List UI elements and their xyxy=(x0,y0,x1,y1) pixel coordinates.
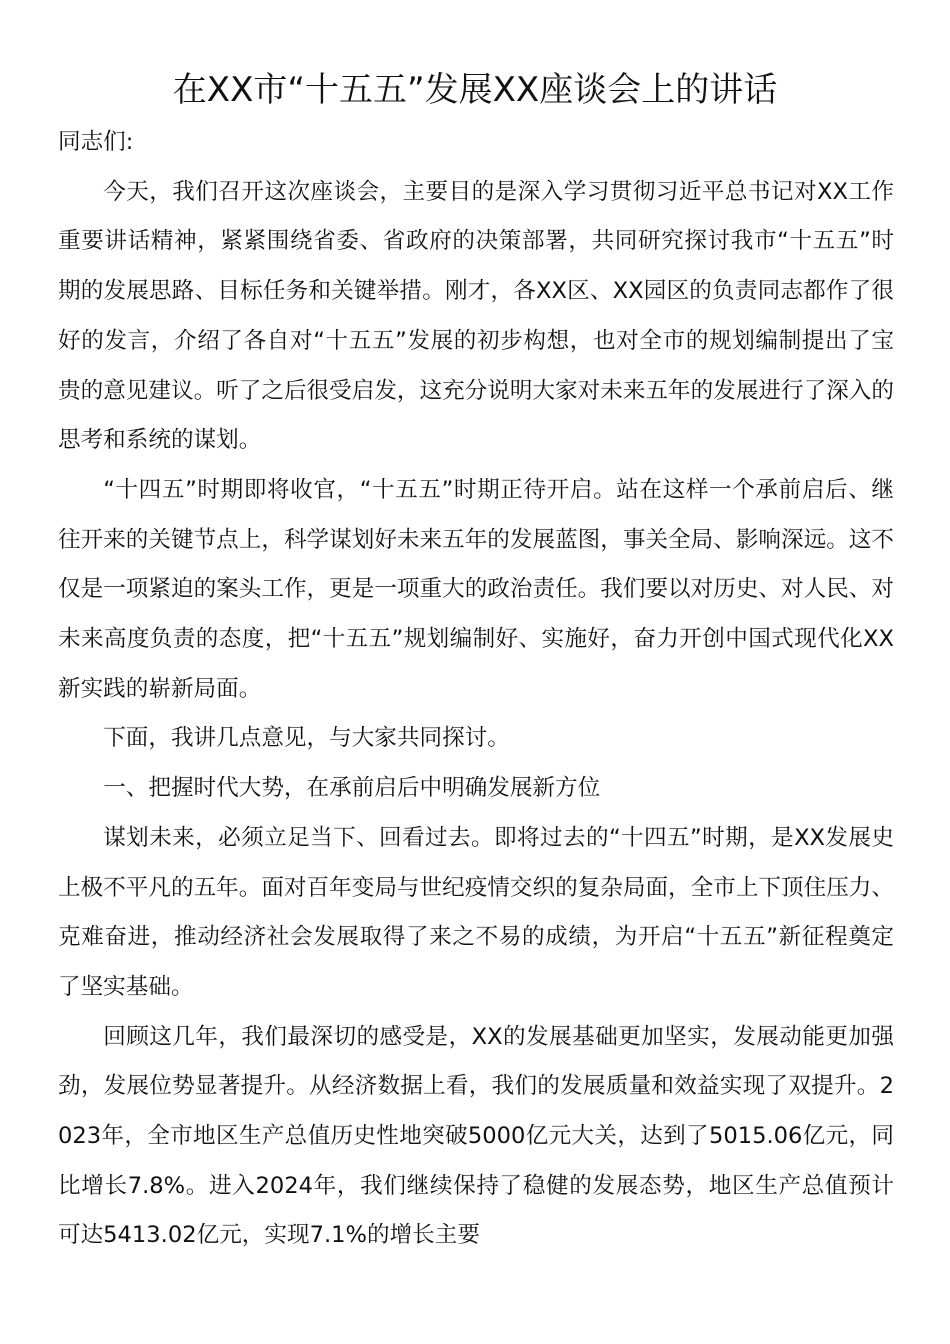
section-heading: 一、把握时代大势，在承前启后中明确发展新方位 xyxy=(103,775,601,802)
paragraph-transition: 下面，我讲几点意见，与大家共同探讨。 xyxy=(103,725,510,752)
paragraph-opening: 今天，我们召开这次座谈会，主要目的是深入学习贯彻习近平总书记对XX工作重要讲话精神，紧紧围绕省委、省政府的决策部署，共同研究探讨我市“十五五”时期的发展思路、目标任务和关键举措。刚才，各XX区、XX园区的负责同志都作了很好的发言，介绍了各自对“十五五”发展的初步构想，也对全市的规划编制提出了宝贵的意见建议。听了之后很受启发，这充分说明大家对未来五年的发展进行了深入的思考和系统的谋划。 xyxy=(58,178,894,454)
salutation: 同志们: xyxy=(58,129,134,155)
document-body xyxy=(58,118,894,1261)
paragraph-achievements: 回顾这几年，我们最深切的感受是，XX的发展基础更加坚实，发展动能更加强劲，发展位势显著提升。从经济数据上看，我们的发展质量和效益实现了双提升。2023年，全市地区生产总值历史性地突破5000亿元大关，达到了5015.06亿元，同比增长7.8%。进入2024年，我们继续保持了稳健的发展态势，地区生产总值预计可达5413.02亿元，实现7.1%的增长主要 xyxy=(58,1023,894,1249)
paragraph-review: 谋划未来，必须立足当下、回看过去。即将过去的“十四五”时期，是XX发展史上极不平凡的五年。面对百年变局与世纪疫情交织的复杂局面，全市上下顶住压力、克难奋进，推动经济社会发展取得了来之不易的成绩，为开启“十五五”新征程奠定了坚实基础。 xyxy=(58,824,894,1000)
document-title: 在XX市“十五五”发展XX座谈会上的讲话 xyxy=(172,70,778,110)
paragraph-context: “十四五”时期即将收官，“十五五”时期正待开启。站在这样一个承前启后、继往开来的关键节点上，科学谋划好未来五年的发展蓝图，事关全局、影响深远。这不仅是一项紧迫的案头工作，更是一项重大的政治责任。我们要以对历史、对人民、对未来高度负责的态度，把“十五五”规划编制好、实施好，奋力开创中国式现代化XX新实践的崭新局面。 xyxy=(58,476,894,702)
